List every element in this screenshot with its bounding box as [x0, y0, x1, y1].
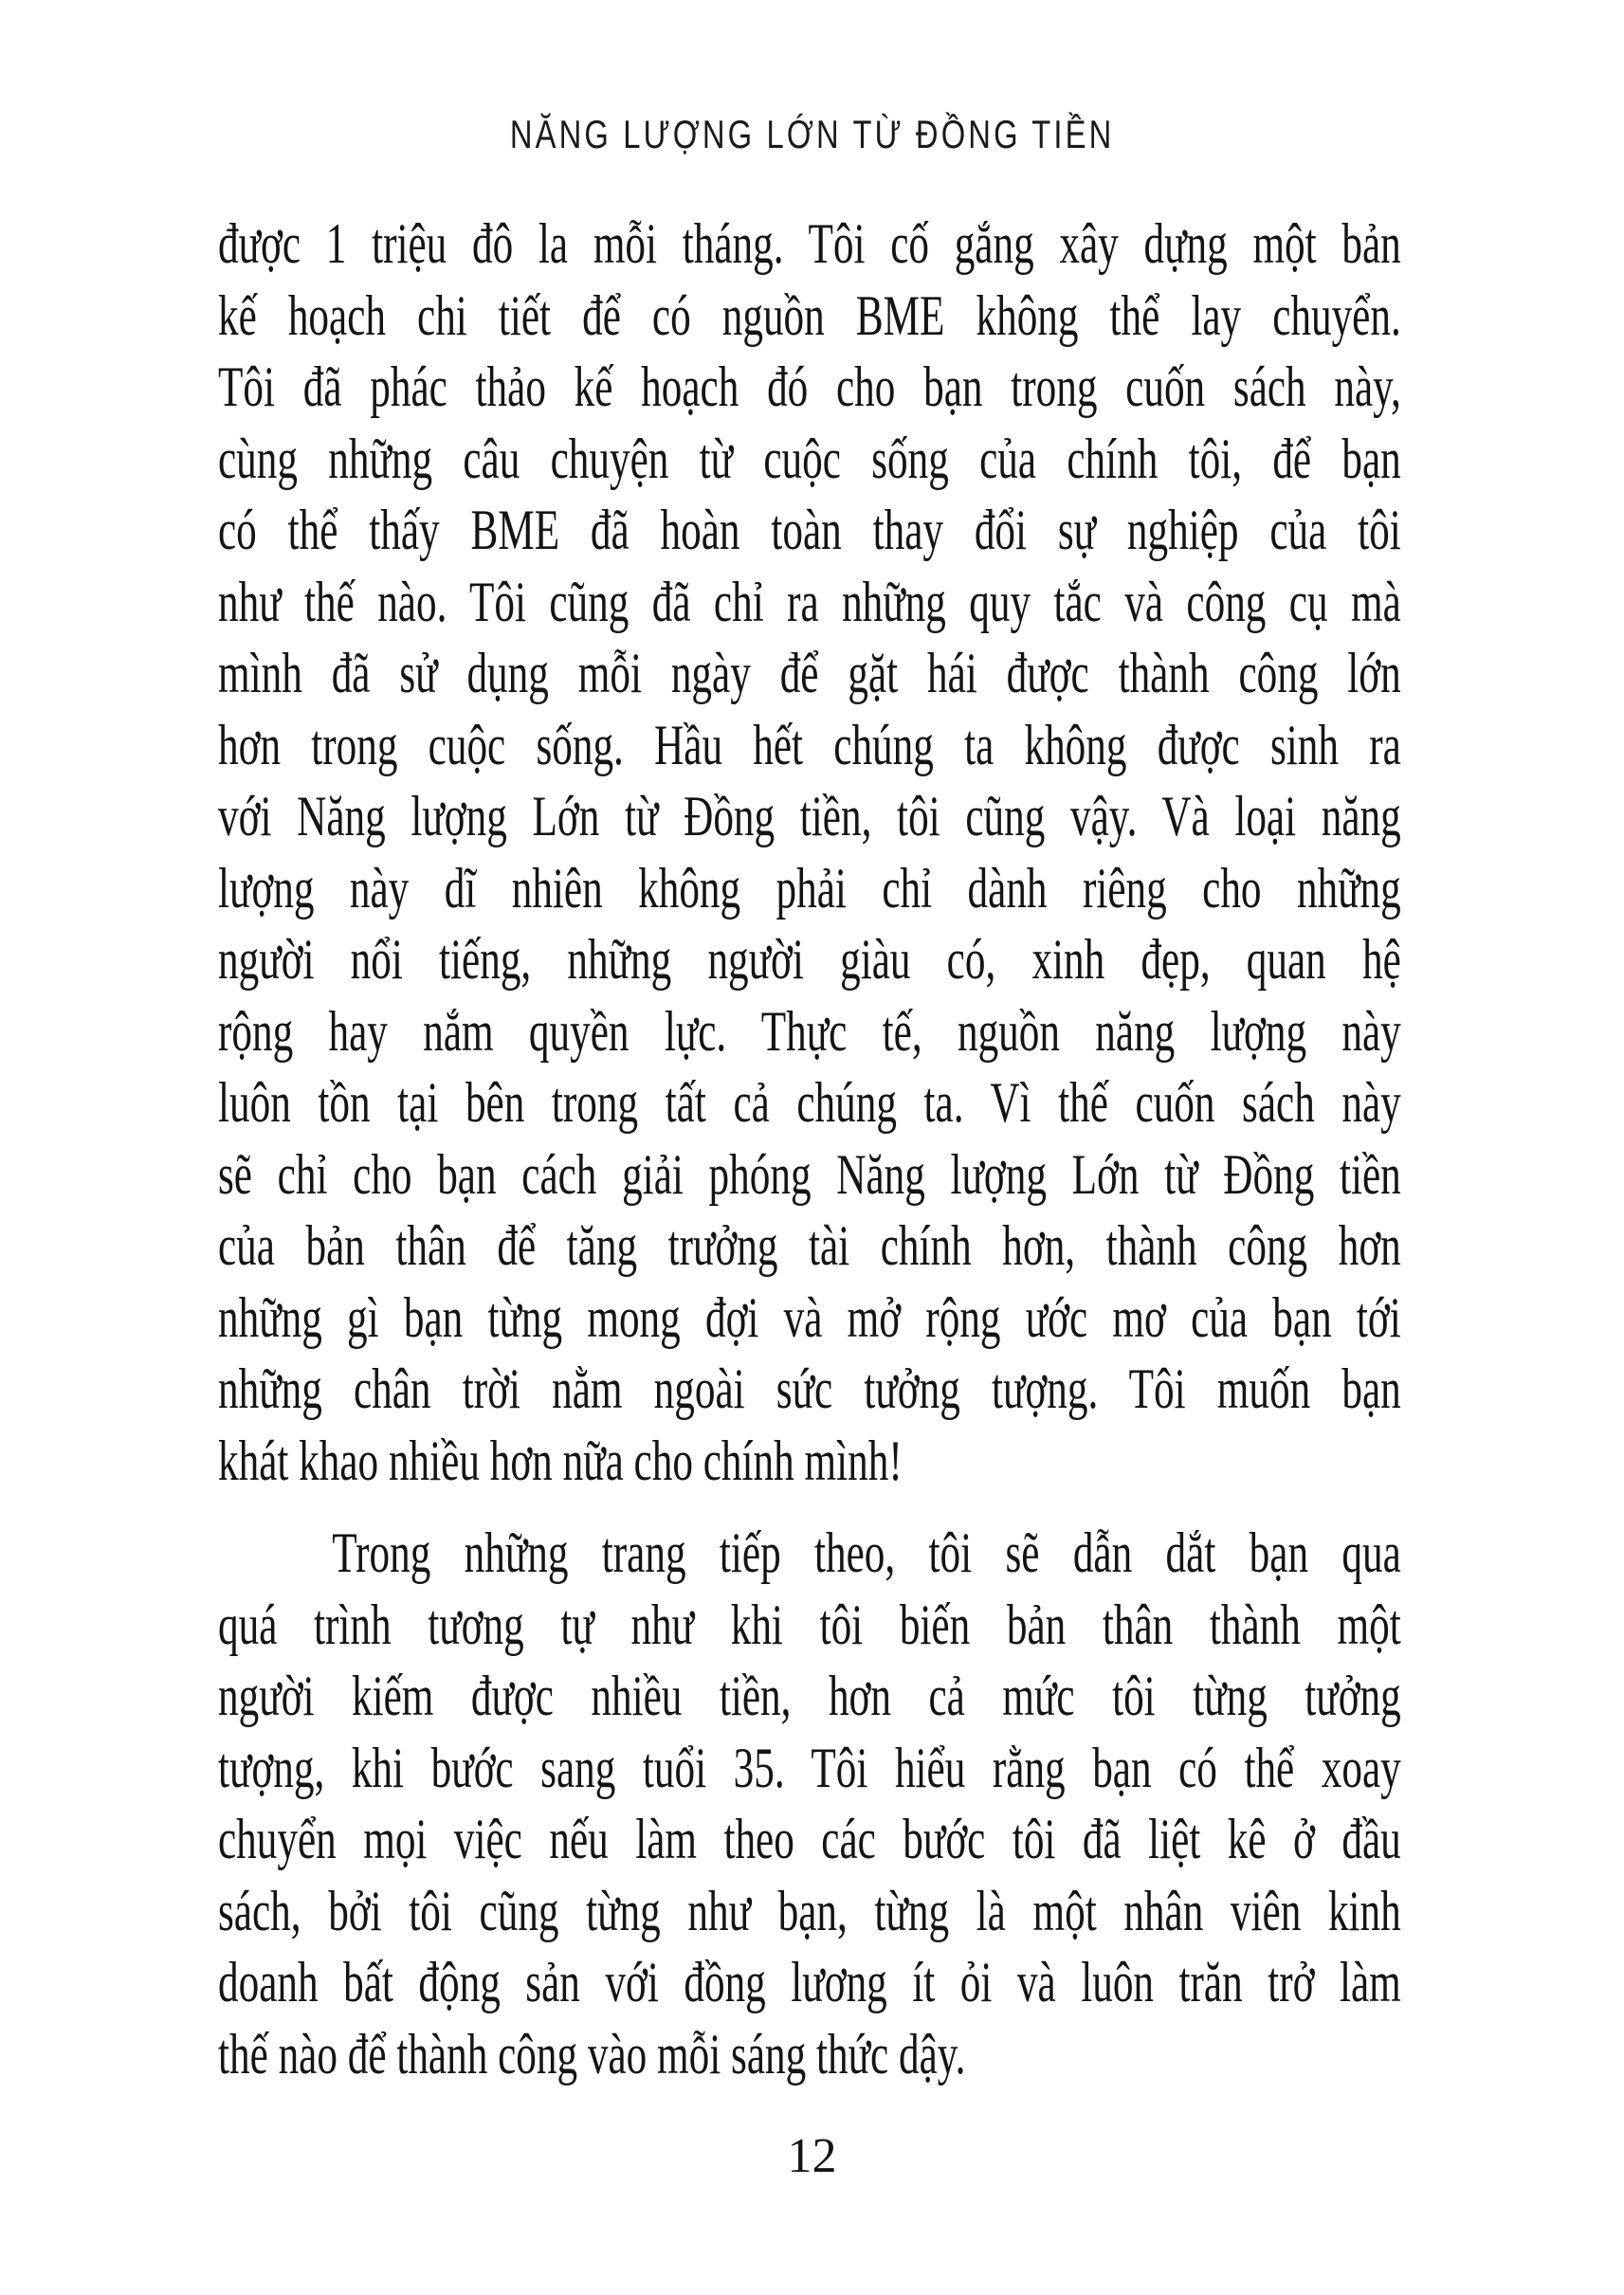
- text-line: sách, bởi tôi cũng từng như bạn, từng là một nhân viên kinh: [218, 1879, 1401, 1942]
- running-head: [0, 112, 1624, 157]
- text-line: như thế nào. Tôi cũng đã chỉ ra những quy tắc và công cụ mà: [218, 570, 1401, 633]
- text-line: Trong những trang tiếp theo, tôi sẽ dẫn dắt bạn qua: [332, 1521, 1401, 1584]
- text-line: sẽ chỉ cho bạn cách giải phóng Năng lượng Lớn từ Đồng tiền: [218, 1142, 1401, 1206]
- text-line: được 1 triệu đô la mỗi tháng. Tôi cố gắng xây dựng một bản: [218, 212, 1401, 275]
- text-line: cùng những câu chuyện từ cuộc sống của chính tôi, để bạn: [218, 427, 1401, 490]
- text-line: rộng hay nắm quyền lực. Thực tế, nguồn năng lượng này: [218, 999, 1401, 1063]
- paragraph: [218, 1518, 1401, 2090]
- text-line: những gì bạn từng mong đợi và mở rộng ước mơ của bạn tới: [218, 1285, 1401, 1349]
- text-line: hơn trong cuộc sống. Hầu hết chúng ta không được sinh ra: [218, 713, 1401, 776]
- text-line: tượng, khi bước sang tuổi 35. Tôi hiểu rằng bạn có thể xoay: [218, 1736, 1401, 1799]
- running-head-title: NĂNG LƯỢNG LỚN TỪ ĐỒNG TIỀN: [509, 112, 1115, 156]
- text-line: người nổi tiếng, những người giàu có, xinh đẹp, quan hệ: [218, 928, 1401, 991]
- text-line: doanh bất động sản với đồng lương ít ỏi và luôn trăn trở làm: [218, 1951, 1401, 2013]
- text-line: có thể thấy BME đã hoàn toàn thay đổi sự nghiệp của tôi: [218, 499, 1401, 561]
- body-text: [218, 209, 1401, 2090]
- text-line: với Năng lượng Lớn từ Đồng tiền, tôi cũng vậy. Và loại năng: [218, 785, 1401, 847]
- text-line: chuyển mọi việc nếu làm theo các bước tôi đã liệt kê ở đầu: [218, 1808, 1401, 1870]
- text-line: khát khao nhiều hơn nữa cho chính mình!: [218, 1429, 903, 1492]
- paragraph: [218, 209, 1401, 1497]
- text-line: quá trình tương tự như khi tôi biến bản thân thành một: [218, 1593, 1401, 1656]
- text-line: của bản thân để tăng trưởng tài chính hơn, thành công hơn: [218, 1214, 1401, 1277]
- text-line: Tôi đã phác thảo kế hoạch đó cho bạn trong cuốn sách này,: [218, 355, 1401, 418]
- text-line: thế nào để thành công vào mỗi sáng thức dậy.: [218, 2022, 966, 2086]
- text-line: luôn tồn tại bên trong tất cả chúng ta. Vì thế cuốn sách này: [218, 1071, 1401, 1134]
- text-line: kế hoạch chi tiết để có nguồn BME không thể lay chuyển.: [218, 283, 1401, 347]
- text-line: người kiếm được nhiều tiền, hơn cả mức tôi từng tưởng: [218, 1665, 1401, 1727]
- page-number: 12: [787, 2129, 837, 2183]
- text-line: những chân trời nằm ngoài sức tưởng tượng. Tôi muốn bạn: [218, 1357, 1401, 1420]
- text-line: mình đã sử dụng mỗi ngày để gặt hái được thành công lớn: [218, 642, 1401, 704]
- text-line: lượng này dĩ nhiên không phải chỉ dành riêng cho những: [218, 856, 1401, 920]
